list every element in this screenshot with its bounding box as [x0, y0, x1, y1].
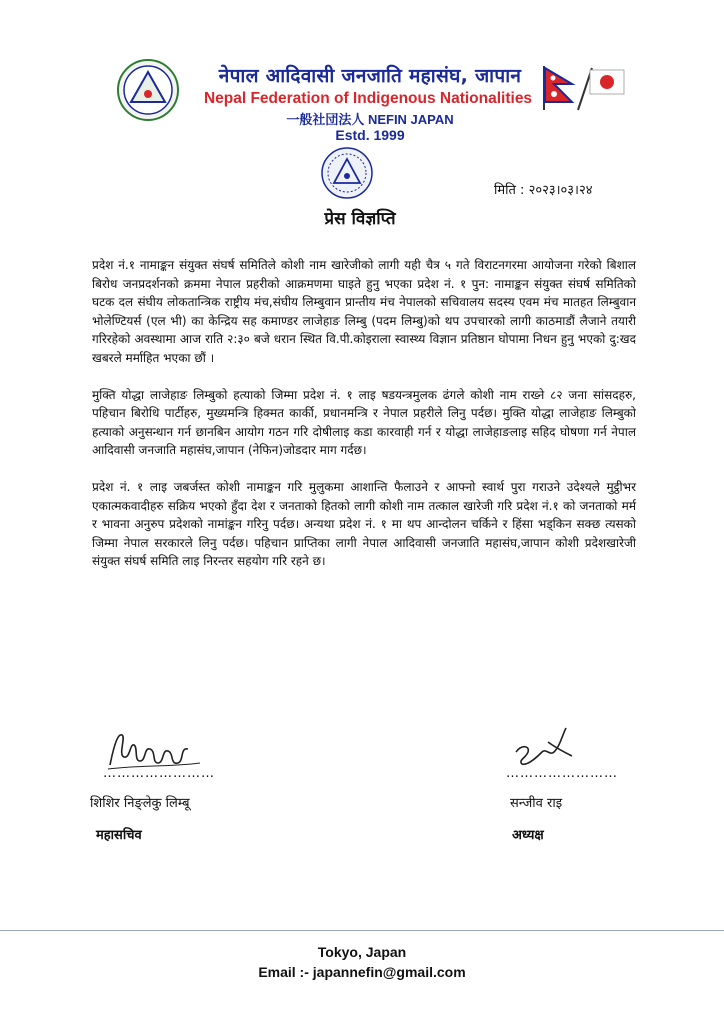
org-name-nepali: नेपाल आदिवासी जनजाति महासंघ, जापान [218, 65, 522, 87]
footer-email: Email :- japannefin@gmail.com [258, 964, 466, 980]
paragraph: प्रदेश नं. १ लाइ जबर्जस्त कोशी नामाङ्कन गरि मुलुकमा आशान्ति फैलाउने र आफ्नो स्वार्थ पुरा गराउने उदेश्यले मुट्ठीभर एकात्मकवादीहरु सक्रिय भएको हुँदा देश र जनताको हितको लागी कोशी नाम तत्काल खारेजी गरि प्रदेश नं.१ को जनताको मर्म र भावना अनुरुप प्रदेशको नामांङ्कन गरिनु पर्दछ। अन्यथा प्रदेश नं. १ मा थप आन्दोलन चर्किने र हिंसा भड्किन सक्छ त्यसको जिम्मा नेपाल सरकारले लिनु पर्दछ। पहिचान प्राप्तिका लागी नेपाल आदिवासी जनजाति महासंघ,जापान कोशी प्रदेशखारेजी संयुक्त संघर्ष समिति लाइ निरन्तर सहयोग गरि रहने छ। [92, 479, 636, 569]
signatory-name-left: शिशिर निङ्लेकु लिम्बू [90, 796, 190, 811]
signatory-name-right: सन्जीव राइ [510, 796, 563, 811]
paragraph: प्रदेश नं.१ नामाङ्कन संयुक्त संघर्ष समितिले कोशी नाम खारेजीको लागी यही चैत्र ५ गते विराटनगरमा आयोजना गरेको बिशाल बिरोध जनप्रदर्शनको क्रममा नेपाल प्रहरीको आक्रमणमा घाइते हुनु भएका प्रदेश नं. १ पुन: नामाङ्कन संयुक्त संघर्ष समितिको घटक दल संघीय लोकतान्त्रिक राष्ट्रीय मंच,संघीय लिम्बुवान प्रान्तीय मंच नेपालको सचिवालय सदस्य एवम मंच मातहत लिम्बुवान भोलेण्टियर्स (एल भी) का केन्द्रिय सह कमाण्डर लाजेहाङ लिम्बु (पदम लिम्बु)को थप उपचारको लागी काठमाडौं लैजाने तयारी गरिरहेको अवस्थामा आज राति २:३० बजे धरान स्थित वि.पी.कोइराला स्वास्थ्य विज्ञान प्रतिष्ठान घोपामा निधन हुनु भएको दु:खद खबरले मर्माहित भएका छौं । [92, 258, 636, 365]
org-name-japanese: 一般社団法人 NEFIN JAPAN [286, 112, 454, 127]
signatory-role-left: महासचिव [96, 828, 142, 843]
nefin-seal-icon [320, 146, 374, 200]
document-date: मिति : २०२३।०३।२४ [494, 183, 593, 198]
press-release-body [92, 256, 636, 589]
footer-city: Tokyo, Japan [317, 944, 407, 960]
footer-divider [0, 930, 724, 931]
signature-line-left: …………………… [103, 766, 215, 781]
org-name-english: Nepal Federation of Indigenous Nationalities [203, 90, 533, 107]
nefin-emblem-icon [116, 58, 180, 122]
paragraph: मुक्ति योद्धा लाजेहाङ लिम्बुको हत्याको जिम्मा प्रदेश नं. १ लाइ षडयन्त्रमुलक ढंगले कोशी नाम राख्ने ८२ जना सांसदहरु, पहिचान बिरोधि पार्टीहरु, मुख्यमन्त्रि हिक्मत कार्की, प्रधानमन्त्रि र नेपाल प्रहरीले लिनु पर्दछ। मुक्ति योद्धा लाजेहाङ लिम्बुको हत्याको अनुसन्धान गर्न छानबिन आयोग गठन गरि दोषीलाइ कडा कारवाही गर्न र योद्धा लाजेहाङलाइ सहिद घोषणा गर्न नेपाल आदिवासी जनजाति महासंघ,जापान (नेफिन)जोडदार माग गर्दछ। [92, 387, 636, 458]
nepal-japan-flags-icon [538, 64, 628, 112]
letterhead [0, 0, 724, 190]
signatory-role-right: अध्यक्ष [512, 828, 544, 843]
established-year: Estd. 1999 [335, 127, 405, 143]
signature-line-right: …………………… [506, 766, 618, 781]
page-title: प्रेस विज्ञप्ति [324, 209, 396, 229]
signature-right [508, 722, 578, 772]
